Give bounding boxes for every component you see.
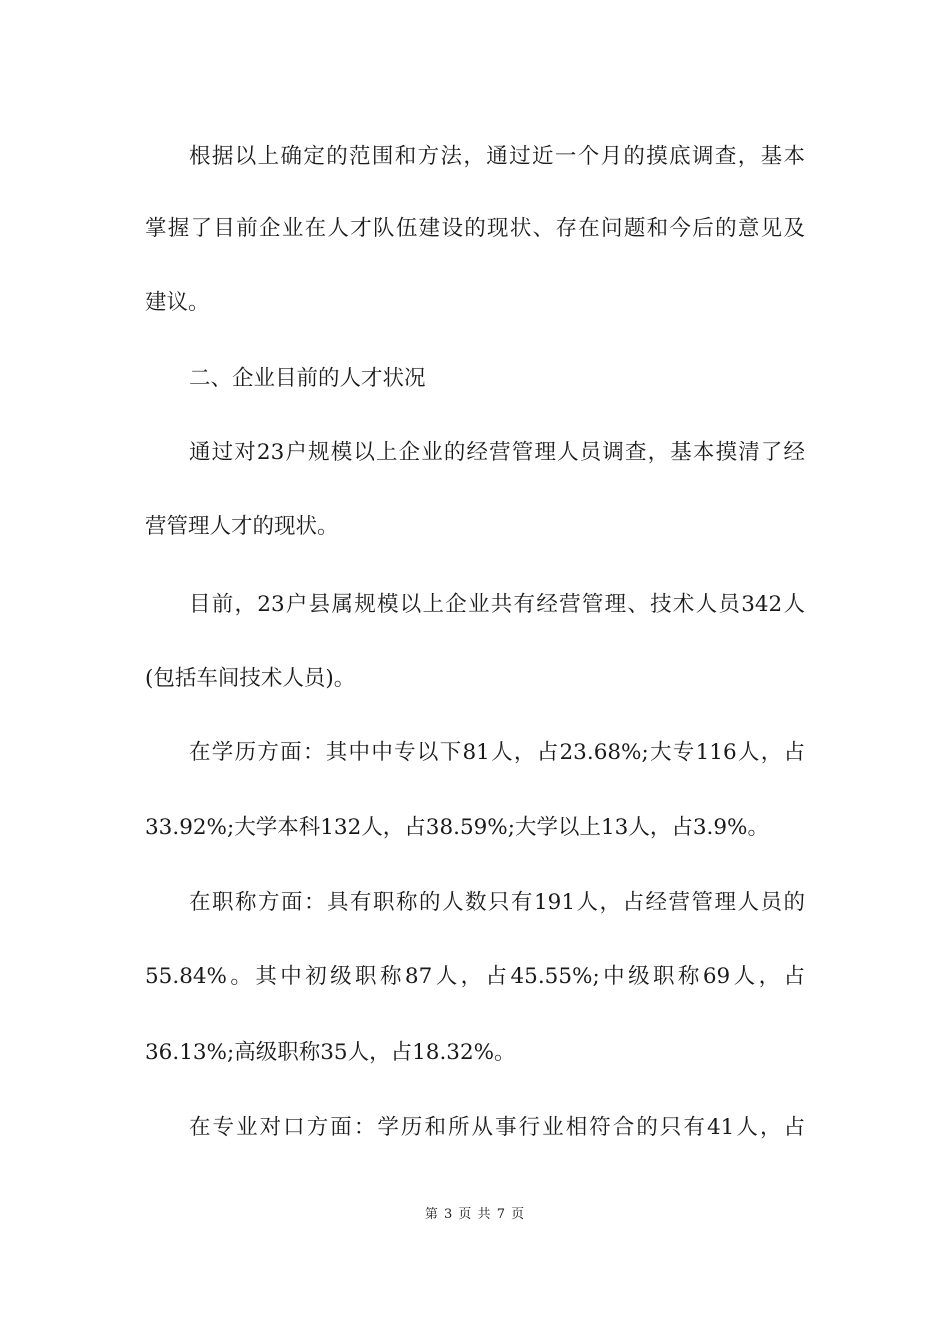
- paragraph-line: 在职称方面：具有职称的人数只有191人，占经营管理人员的: [189, 890, 805, 915]
- section-heading: 二、企业目前的人才状况: [189, 366, 426, 391]
- paragraph-line: 建议。: [145, 290, 210, 315]
- paragraph-line: 通过对23户规模以上企业的经营管理人员调查，基本摸清了经: [189, 440, 805, 465]
- page-number: 第 3 页 共 7 页: [424, 1207, 526, 1222]
- paragraph-line: 36.13%;高级职称35人，占18.32%。: [145, 1040, 516, 1065]
- paragraph-line: 根据以上确定的范围和方法，通过近一个月的摸底调查，基本: [189, 144, 805, 169]
- paragraph-line: 55.84%。其中初级职称87人，占45.55%;中级职称69人，占: [145, 964, 805, 989]
- paragraph-line: 掌握了目前企业在人才队伍建设的现状、存在问题和今后的意见及: [145, 216, 805, 241]
- paragraph-line: 在学历方面：其中中专以下81人，占23.68%;大专116人，占: [189, 740, 805, 765]
- paragraph-line: (包括车间技术人员)。: [145, 666, 356, 691]
- paragraph-line: 目前，23户县属规模以上企业共有经营管理、技术人员342人: [189, 592, 805, 617]
- paragraph-line: 33.92%;大学本科132人，占38.59%;大学以上13人，占3.9%。: [145, 815, 769, 840]
- paragraph-line: 营管理人才的现状。: [145, 514, 339, 539]
- paragraph-line: 在专业对口方面：学历和所从事行业相符合的只有41人，占: [189, 1115, 805, 1140]
